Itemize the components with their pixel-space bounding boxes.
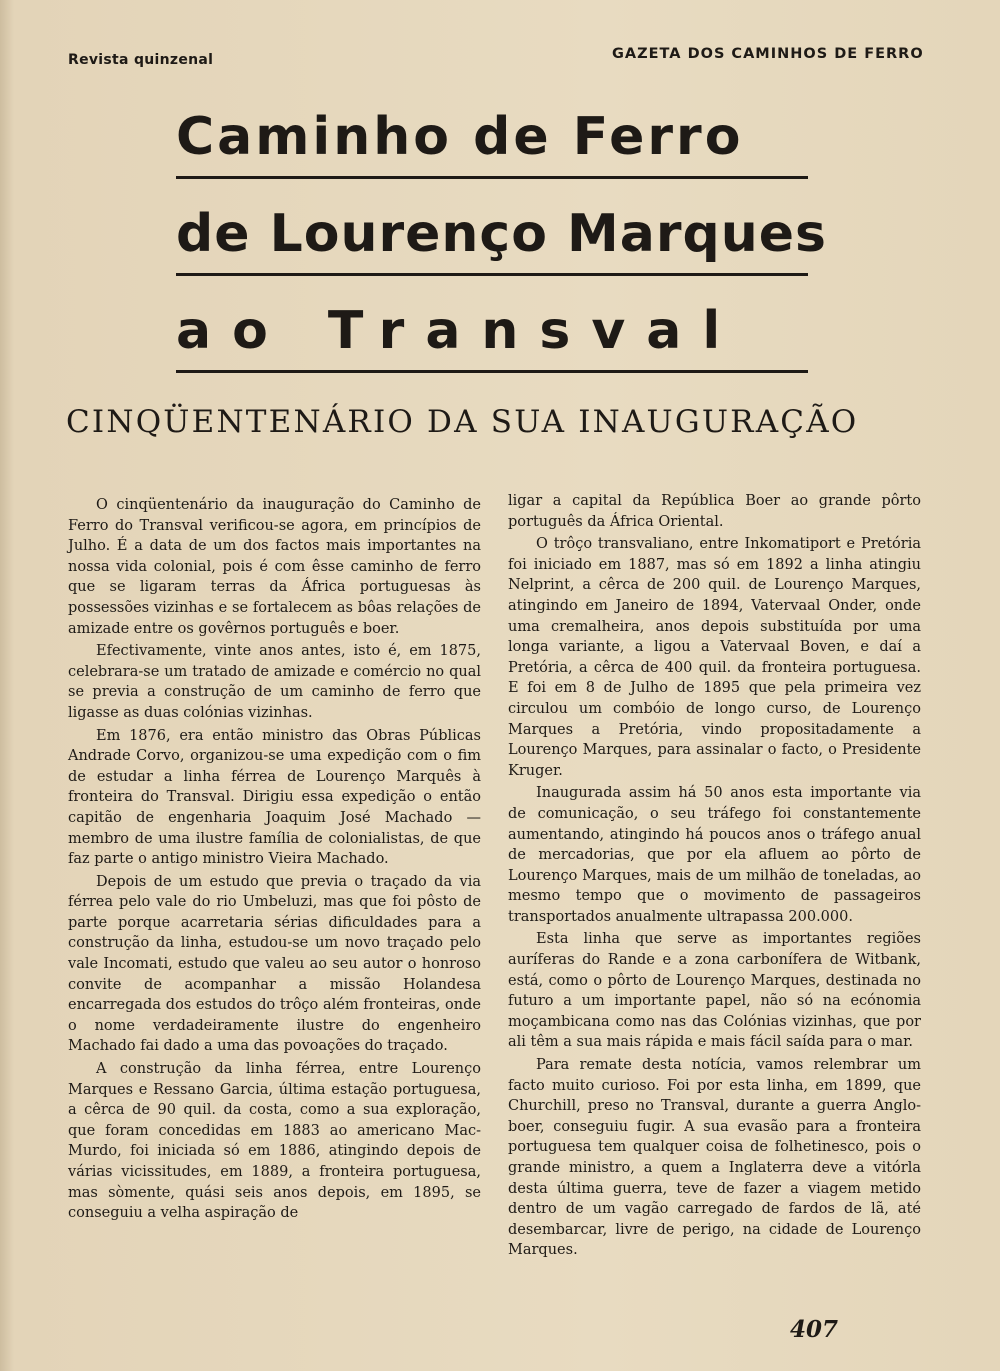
- header-magazine-name: GAZETA DOS CAMINHOS DE FERRO: [612, 46, 924, 62]
- paragraph: A construção da linha férrea, entre Lourenço Marques e Ressano Garcia, última estação portuguesa, a cêrca de 90 quil. da costa, como a sua exploração, que foram concedidas em 1883 ao americano Mac-Murdo, foi iniciada só em 1886, atingindo depois de várias vicissitudes, em 1889, a fronteira portuguesa, mas sòmente, quási seis anos depois, em 1895, se conseguiu a velha aspiração de: [68, 1061, 481, 1222]
- article-title: [176, 98, 827, 389]
- title-line-2: de Lourenço Marques: [176, 195, 808, 276]
- paragraph: Em 1876, era então ministro das Obras Públicas Andrade Corvo, organizou-se uma expedição com o fim de estudar a linha férrea de Lourenço Marquês à fronteira do Transval. Dirigiu essa expedição o então capitão de engenharia Joaquim José Machado — membro de uma ilustre família de colonialistas, de que faz parte o antigo ministro Vieira Machado.: [68, 727, 481, 868]
- left-column: [68, 495, 481, 1226]
- paragraph: Depois de um estudo que previa o traçado da via férrea pelo vale do rio Umbeluzi, mas que foi pôsto de parte porque acarretaria sérias dificuldades para a construção da linha, estudou-se um novo traçado pelo vale Incomati, estudo que valeu ao seu autor o honroso convite de acompanhar a missão Holandesa encarregada dos estudos do trôço além fronteiras, onde o nome verdadeiramente ilustre do engenheiro Machado fai dado a uma das povoações do traçado.: [68, 873, 481, 1055]
- right-column: [508, 491, 921, 1263]
- header-publication-frequency: Revista quinzenal: [68, 52, 214, 68]
- paragraph: Efectivamente, vinte anos antes, isto é, em 1875, celebrara-se um tratado de amizade e comércio no qual se previa a construção de um caminho de ferro que ligasse as duas colónias vizinhas.: [68, 643, 481, 721]
- paragraph: Para remate desta notícia, vamos relembrar um facto muito curioso. Foi por esta linha, em 1899, que Churchill, preso no Transval, durante a guerra Anglo-boer, conseguiu fugir. A sua evasão para a fronteira portuguesa tem qualquer coisa de folhetinesco, pois o grande ministro, a quem a Inglaterra deve a vitórla desta última guerra, teve de fazer a viagem metido dentro de um vagão carregado de fardos de lã, até desembarcar, livre de perigo, na cidade de Lourenço Marques.: [508, 1057, 921, 1259]
- article-subtitle: CINQÜENTENÁRIO DA SUA INAUGURAÇÃO: [66, 404, 859, 440]
- paragraph: Esta linha que serve as importantes regiões auríferas do Rande e a zona carbonífera de Witbank, está, como o pôrto de Lourenço Marques, destinada no futuro a um importante papel, não só na ecónomia moçambicana como nas das Colónias vizinhas, que por ali têm a sua mais rápida e mais fácil saída para o mar.: [508, 931, 921, 1051]
- title-line-1: Caminho de Ferro: [176, 98, 808, 179]
- paragraph: O trôço transvaliano, entre Inkomatiport e Pretória foi iniciado em 1887, mas só em 1892 a linha atingiu Nelprint, a cêrca de 200 quil. de Lourenço Marques, atingindo em Janeiro de 1894, Vatervaal Onder, onde uma cremalheira, anos depois substituída por uma longa variante, a ligou a Vatervaal Boven, e daí a Pretória, a cêrca de 400 quil. da fronteira portuguesa. E foi em 8 de Julho de 1895 que pela primeira vez circulou um combóio de longo curso, de Lourenço Marques a Pretória, vindo propositadamente a Lourenço Marques, para assinalar o facto, o Presidente Kruger.: [508, 536, 921, 779]
- page-number: 407: [790, 1316, 839, 1343]
- paragraph: Inaugurada assim há 50 anos esta importante via de comunicação, o seu tráfego foi constantemente aumentando, atingindo há poucos anos o tráfego anual de mercadorias, que por ela afluem ao pôrto de Lourenço Marques, mais de um milhão de toneladas, ao mesmo tempo que o movimento de passageiros transportados anualmente ultrapassa 200.000.: [508, 785, 921, 925]
- title-line-3: ao Transval: [176, 292, 808, 373]
- paragraph: O cinqüentenário da inauguração do Caminho de Ferro do Transval verificou-se agora, em princípios de Julho. É a data de um dos factos mais importantes na nossa vida colonial, pois é com êsse caminho de ferro que se ligaram terras da África portuguesas às possessões vizinhas e se fortalecem as bôas relações de amizade entre os govêrnos português e boer.: [68, 497, 481, 637]
- paragraph-continuation: ligar a capital da República Boer ao grande pôrto português da África Oriental.: [508, 493, 921, 530]
